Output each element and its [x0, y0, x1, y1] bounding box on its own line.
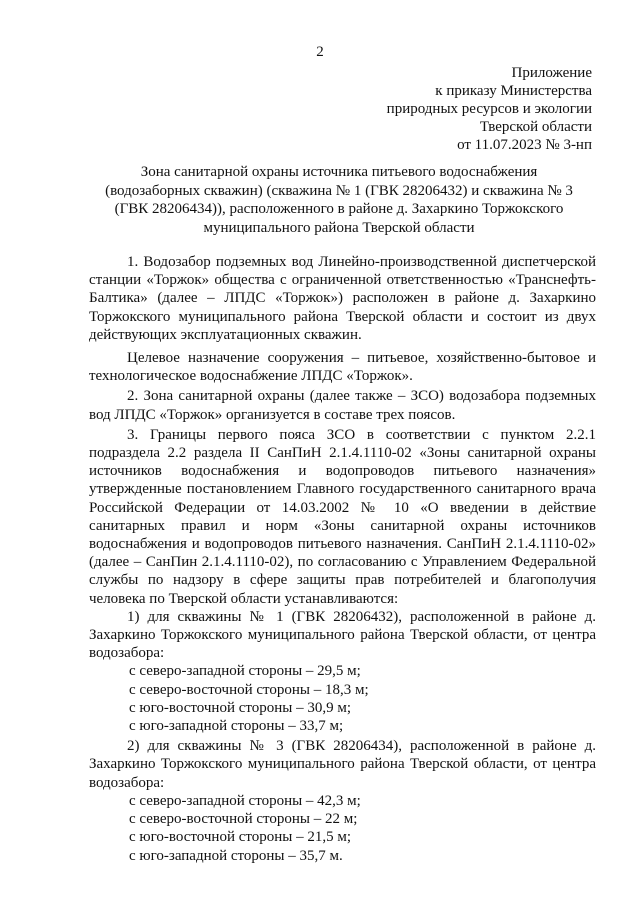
paragraph-purpose: Целевое назначение сооружения – питьевое, хозяйственно-бытовое и технологическое водоснабжение ЛПДС «Торжок». [89, 350, 596, 385]
appendix-line: Приложение [511, 65, 592, 81]
well-1-boundary-item: с юго-восточной стороны – 30,9 м; [129, 699, 351, 716]
well-3-boundary-item: с северо-восточной стороны – 22 м; [129, 811, 358, 828]
paragraph-3: 3. Границы первого пояса ЗСО в соответствии с пунктом 2.2.1 подраздела 2.2 раздела II СанПиН 2.1.4.1110-02 «Зоны санитарной охраны источников водоснабжения и водопроводов питьевого назначения» утвержденные постановлением Главного государственного санитарного врача Российской Федерации от 14.03.2002 № 10 «О введении в действие санитарных правил и норм «Зоны санитарной охраны источников водоснабжения и водопроводов питьевого назначения. СанПиН 2.1.4.1110-02» (далее – СанПин 2.1.4.1110-02), по согласованию с Управлением Федеральной службы по надзору в сфере защиты прав потребителей и благополучия человека по Тверской области устанавливаются: [89, 426, 596, 607]
well-3-boundary-item: с северо-западной стороны – 42,3 м; [129, 792, 361, 809]
appendix-line: от 11.07.2023 № 3-нп [457, 137, 592, 153]
document-body [89, 253, 596, 865]
appendix-line: к приказу Министерства [435, 83, 592, 99]
well-1-boundary-item: с северо-западной стороны – 29,5 м; [129, 663, 361, 680]
paragraph-2: 2. Зона санитарной охраны (далее также – ЗСО) водозабора подземных вод ЛПДС «Торжок» организуется в составе трех поясов. [89, 388, 596, 423]
page-number: 2 [316, 44, 324, 60]
well-1-boundary-item: с юго-западной стороны – 33,7 м; [129, 718, 344, 735]
well-1-boundary-item: с северо-восточной стороны – 18,3 м; [129, 681, 369, 698]
appendix-line: природных ресурсов и экологии [386, 101, 592, 117]
well-1-heading: 1) для скважины № 1 (ГВК 28206432), расположенной в районе д. Захаркино Торжокского муниципального района Тверской области, от центра водозабора: [89, 608, 596, 662]
well-3-heading: 2) для скважины № 3 (ГВК 28206434), расположенной в районе д. Захаркино Торжокского муниципального района Тверской области, от центра водозабора: [89, 738, 596, 791]
paragraph-1: 1. Водозабор подземных вод Линейно-производственной диспетчерской станции «Торжок» общества с ограниченной ответственностью «Транснефть-Балтика» (далее – ЛПДС «Торжок») расположен в районе д. Захаркино Торжокского муниципального района Тверской области и состоит из двух действующих эксплуатационных скважин. [89, 254, 596, 343]
appendix-block [332, 64, 592, 154]
well-3-boundary-item: с юго-восточной стороны – 21,5 м; [129, 829, 351, 846]
document-title: Зона санитарной охраны источника питьевого водоснабжения (водозаборных скважин) (скважина № 1 (ГВК 28206432) и скважина № 3 (ГВК 28206434)), расположенного в районе д. Захаркино Торжокского муниципального района Тверской области [105, 164, 573, 236]
well-3-boundary-item: с юго-западной стороны – 35,7 м. [129, 847, 343, 864]
appendix-line: Тверской области [479, 119, 592, 135]
